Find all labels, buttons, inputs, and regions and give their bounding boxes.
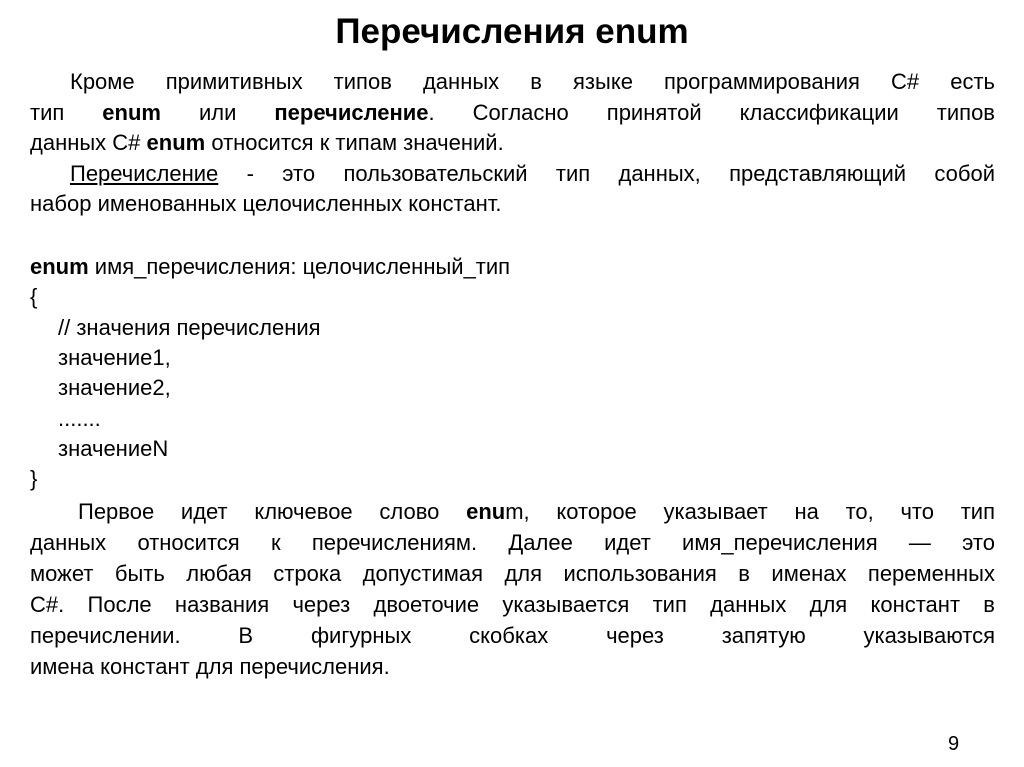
code-line xyxy=(30,253,510,281)
text-segment: . Согласно принятой классификации типов xyxy=(428,99,995,125)
slide-title: Перечисления enum xyxy=(335,12,689,51)
page-number: 9 xyxy=(948,733,960,755)
keyword-text: enum xyxy=(30,254,89,279)
text-segment: имя_перечисления: целочисленный_тип xyxy=(88,254,511,279)
text-segment: имена констант для перечисления. xyxy=(30,654,390,679)
explanation-line xyxy=(30,622,995,650)
intro-line xyxy=(70,68,995,96)
text-segment: Кроме примитивных типов данных в языке программирования С# есть xyxy=(70,69,995,94)
text-segment: данных относится к перечислениям. Далее идет имя_перечисления — это xyxy=(30,530,995,555)
keyword-text: enum xyxy=(146,130,206,155)
text-segment: С#. После названия через двоеточие указывается тип данных для констант в xyxy=(30,592,995,617)
text-segment: относится к типам значений. xyxy=(205,130,504,155)
text-segment: значение2, xyxy=(58,375,171,401)
explanation-line xyxy=(30,591,995,619)
code-line xyxy=(58,314,321,342)
code-line xyxy=(30,465,37,493)
keyword-text: перечисление xyxy=(274,99,429,125)
text-segment: значениеN xyxy=(58,435,169,461)
term-text: Перечисление xyxy=(70,160,219,186)
text-segment: m, которое указывает на то, что тип xyxy=(505,499,995,524)
intro-line xyxy=(70,160,995,188)
code-line xyxy=(58,374,171,402)
code-line xyxy=(58,344,171,372)
code-line xyxy=(58,405,101,433)
text-segment: { xyxy=(30,284,38,310)
intro-line xyxy=(30,99,995,127)
text-segment: Первое идет ключевое слово xyxy=(78,499,467,524)
intro-line xyxy=(30,129,504,157)
text-segment: // значения перечисления xyxy=(58,314,321,340)
text-segment: может быть любая строка допустимая для использования в именах переменных xyxy=(30,561,995,586)
explanation-line xyxy=(30,653,390,681)
text-segment: } xyxy=(30,466,38,492)
text-segment: или xyxy=(160,99,275,125)
code-line xyxy=(30,283,37,311)
text-segment: значение1, xyxy=(58,344,171,370)
explanation-line xyxy=(30,529,995,557)
intro-line xyxy=(30,190,501,218)
explanation-line xyxy=(30,560,995,588)
keyword-text: enum xyxy=(102,99,161,125)
keyword-text: enu xyxy=(466,499,506,524)
explanation-line xyxy=(78,498,995,526)
text-segment: данных С# xyxy=(30,130,147,155)
text-segment: набор именованных целочисленных констант. xyxy=(30,191,502,216)
text-segment: перечислении. В фигурных скобках через запятую указываются xyxy=(30,623,995,648)
text-segment: ....... xyxy=(58,405,101,431)
text-segment: - это пользовательский тип данных, представляющий собой xyxy=(218,160,995,186)
code-line xyxy=(58,435,168,463)
text-segment: тип xyxy=(30,99,103,125)
